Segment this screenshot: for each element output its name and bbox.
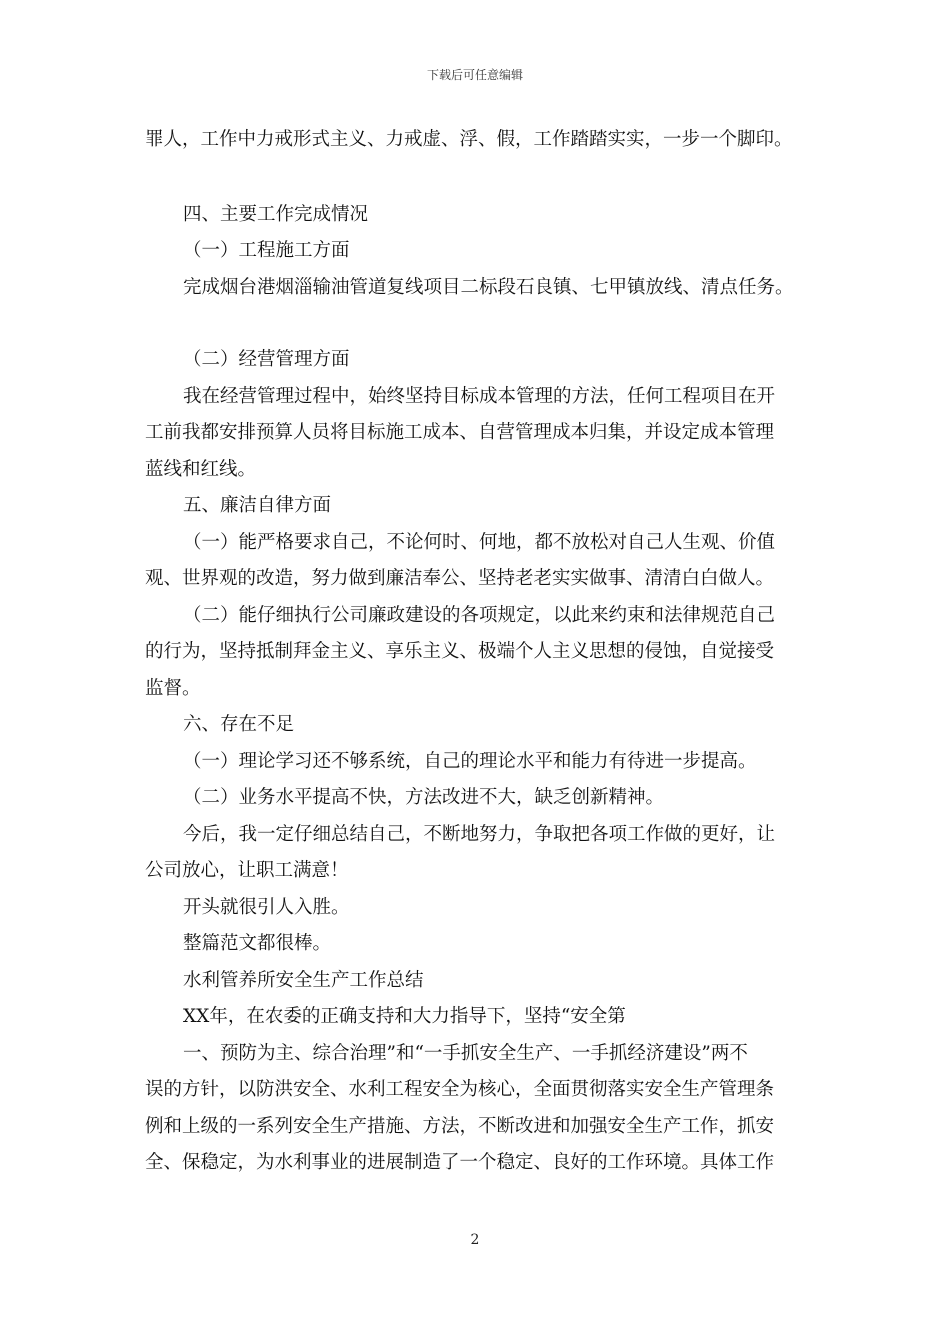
paragraph-line: 全、保稳定，为水利事业的进展制造了一个稳定、良好的工作环境。具体工作: [145, 1152, 775, 1173]
paragraph-line: 工前我都安排预算人员将目标施工成本、自营管理成本归集，并设定成本管理: [145, 422, 775, 443]
paragraph-line: 整篇范文都很棒。: [183, 933, 332, 954]
section-heading-4: 四、主要工作完成情况: [183, 203, 369, 225]
paragraph-line: 完成烟台港烟淄输油管道复线项目二标段石良镇、七甲镇放线、清点任务。: [183, 276, 794, 298]
section-heading-6: 六、存在不足: [183, 714, 295, 735]
paragraph-line: （一）理论学习还不够系统，自己的理论水平和能力有待进一步提高。: [183, 750, 757, 772]
paragraph-gap: [145, 306, 815, 342]
page-number: 2: [470, 1232, 480, 1248]
paragraph-line: 观、世界观的改造，努力做到廉洁奉公、坚持老老实实做事、清清白白做人。: [145, 568, 775, 589]
document-subtitle: 水利管养所安全生产工作总结: [183, 969, 424, 991]
paragraph-line: 罪人，工作中力戒形式主义、力戒虚、浮、假，工作踏踏实实，一步一个脚印。: [145, 129, 793, 150]
paragraph-line: 的行为，坚持抵制拜金主义、享乐主义、极端个人主义思想的侵蚀，自觉接受: [145, 641, 775, 662]
paragraph-line: XX年，在农委的正确支持和大力指导下，坚持“安全第: [183, 1006, 626, 1027]
section-heading-5: 五、廉洁自律方面: [183, 495, 332, 516]
paragraph-line: （二）业务水平提高不快，方法改进不大，缺乏创新精神。: [183, 787, 665, 808]
page-header: 下载后可任意编辑: [426, 68, 523, 82]
document-body: [145, 122, 815, 1182]
paragraph-line: 今后，我一定仔细总结自己，不断地努力，争取把各项工作做的更好，让: [183, 823, 776, 845]
subsection-heading: （二）经营管理方面: [183, 349, 350, 370]
paragraph-line: 误的方针，以防洪安全、水利工程安全为核心，全面贯彻落实安全生产管理条: [145, 1079, 775, 1100]
paragraph-line: 监督。: [145, 677, 201, 699]
subsection-heading: （一）工程施工方面: [183, 240, 350, 261]
paragraph-line: （一）能严格要求自己，不论何时、何地，都不放松对自己人生观、价值: [183, 531, 776, 553]
paragraph-line: 开头就很引人入胜。: [183, 896, 350, 918]
paragraph-line: 我在经营管理过程中，始终坚持目标成本管理的方法，任何工程项目在开: [183, 385, 776, 407]
paragraph-line: 一、预防为主、综合治理”和“一手抓安全生产、一手抓经济建设”两不: [183, 1042, 748, 1064]
paragraph-line: 例和上级的一系列安全生产措施、方法，不断改进和加强安全生产工作，抓安: [145, 1115, 775, 1137]
paragraph-line: 蓝线和红线。: [145, 458, 257, 480]
paragraph-gap: [145, 159, 815, 197]
paragraph-line: 公司放心，让职工满意！: [145, 860, 349, 881]
paragraph-line: （二）能仔细执行公司廉政建设的各项规定，以此来约束和法律规范自己: [183, 604, 776, 626]
